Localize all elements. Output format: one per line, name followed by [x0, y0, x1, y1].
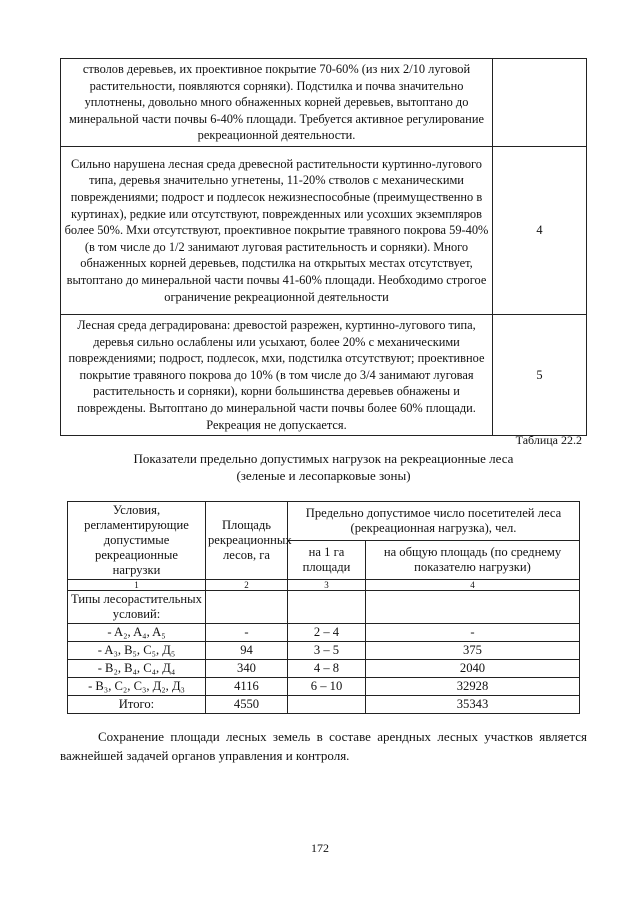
total-cell: - [366, 624, 580, 642]
table-row [61, 59, 587, 147]
total-row [68, 696, 580, 714]
header-total-area: на общую площадь (по среднему показателю нагрузки) [366, 541, 580, 580]
forest-types-cell: - A₂, A₄, A₅ [68, 624, 206, 642]
total-cell: 32928 [366, 678, 580, 696]
page-number: 172 [311, 841, 329, 855]
recreation-degradation-table [60, 58, 587, 436]
column-number-row [68, 580, 580, 591]
column-number: 3 [288, 580, 366, 591]
description-cell: Сильно нарушена лесная среда древесной растительности куртинно-лугового типа, деревья значительно угнетены, 11-20% стволов с механическими повреждениями; подрост и подлесок нежизнеспособные (преимущественно в куртинах), редкие или отсутствуют, поврежденных или усохших экземпляров более 50%. Мхи отсутствуют, проективное покрытие травяного покрова 59-40% (в том числе до 1/2 занимают луговая растительность и сорняки). Много обнаженных корней деревьев, подстилка на открытых местах отсутствует, вытоптано до минеральной части почвы 41-60% площади. Необходимо строгое ограничение рекреационной деятельности [61, 146, 493, 314]
total-cell: 2040 [366, 660, 580, 678]
description-cell: Лесная среда деградирована: древостой разрежен, куртинно-лугового типа, деревья сильно ослаблены или усыхают, более 20% с механическими повреждениями; подрост, подлесок, мхи, подстилка отсутствуют; проективное покрытие травяного покрова до 10% (в том числе до 3/4 занимают луговая растительность и сорняки), корни большинства деревьев обнажены и повреждены. Вытоптано до минеральной части почвы более 60% площади. Рекреация не допускается. [61, 314, 493, 435]
table-row [61, 314, 587, 435]
body-paragraph: Сохранение площади лесных земель в составе арендных лесных участков является важнейшей задачей органов управления и контроля. [60, 729, 587, 763]
column-number: 4 [366, 580, 580, 591]
forest-types-cell: - A₃, B₅, C₅, Д₅ [68, 642, 206, 660]
per-ha-cell: 6 – 10 [288, 678, 366, 696]
score-cell [493, 59, 587, 147]
forest-types-cell: - B₃, C₂, C₃, Д₂, Д₃ [68, 678, 206, 696]
header-max-visitors: Предельно допустимое число посетителей леса (рекреационная нагрузка), чел. [288, 502, 580, 541]
column-number: 2 [206, 580, 288, 591]
score-cell: 4 [493, 146, 587, 314]
group-label-row [68, 591, 580, 624]
recreational-load-table [67, 501, 580, 714]
area-cell: 4116 [206, 678, 288, 696]
per-ha-cell: 2 – 4 [288, 624, 366, 642]
per-ha-cell: 3 – 5 [288, 642, 366, 660]
total-cell: 375 [366, 642, 580, 660]
header-row [68, 502, 580, 541]
table-number: Таблица 22.2 [515, 433, 582, 447]
table-title-line2: (зеленые и лесопарковые зоны) [236, 468, 411, 483]
total-label: Итого: [68, 696, 206, 714]
header-conditions: Условия, регламентирующие допустимые рекреационные нагрузки [68, 502, 206, 580]
table-row [68, 660, 580, 678]
column-number: 1 [68, 580, 206, 591]
table-row [68, 624, 580, 642]
score-cell: 5 [493, 314, 587, 435]
table-row [68, 642, 580, 660]
total-area-cell: 4550 [206, 696, 288, 714]
forest-types-cell: - B₂, B₄, C₄, Д₄ [68, 660, 206, 678]
total-per-ha-cell [288, 696, 366, 714]
area-cell: 340 [206, 660, 288, 678]
header-area: Площадь рекреационных лесов, га [206, 502, 288, 580]
table-row [68, 678, 580, 696]
table-title [60, 450, 587, 484]
total-visitors-cell: 35343 [366, 696, 580, 714]
group-label: Типы лесорастительных условий: [68, 591, 206, 624]
per-ha-cell: 4 – 8 [288, 660, 366, 678]
header-per-ha: на 1 га площади [288, 541, 366, 580]
area-cell: 94 [206, 642, 288, 660]
table-title-line1: Показатели предельно допустимых нагрузок на рекреационные леса [133, 451, 514, 466]
table-row [61, 146, 587, 314]
area-cell: - [206, 624, 288, 642]
description-cell: стволов деревьев, их проективное покрытие 70-60% (из них 2/10 луговой растительности, появляются сорняки). Подстилка и почва значительно уплотнены, довольно много обнаженных корней деревьев, вытоптано до минеральной части почвы 6-40% площади. Требуется активное регулирование рекреационной деятельности. [61, 59, 493, 147]
